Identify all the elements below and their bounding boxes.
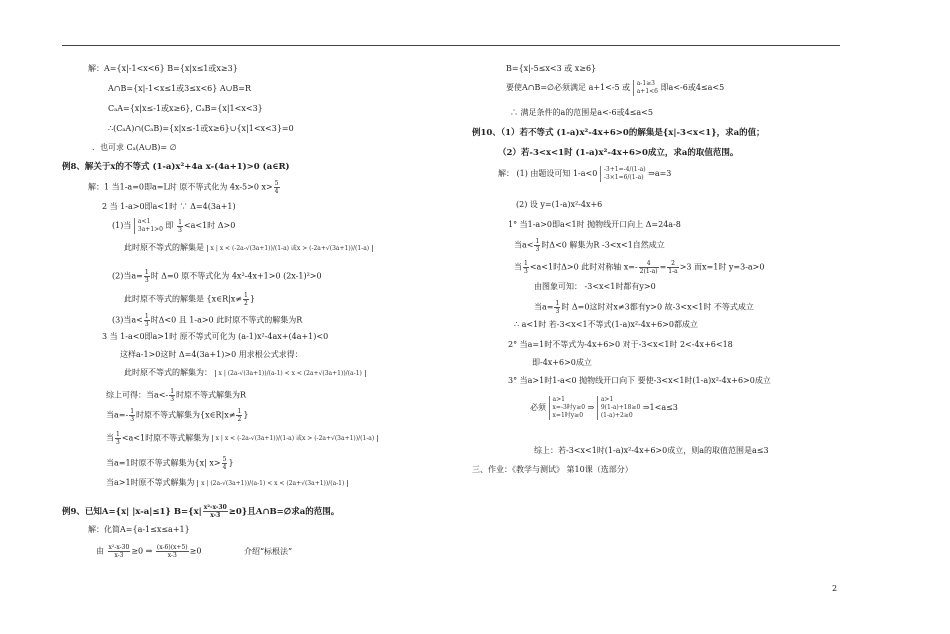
text-line [88,180,281,195]
numerator: 4 [639,260,659,268]
text-line: ∴ 满足条件的a的范围是a<-6或4≤a<5 [510,108,653,117]
condition-system [633,80,658,96]
text-line [112,218,235,234]
text-line [106,478,348,488]
text-span: 此时原不等式的解集是 [124,243,204,252]
text-span: ⇒1<a≤3 [642,403,678,412]
numerator: 1 [237,408,242,415]
text-line: CₐA={x|x≤-1或x≥6}, CₐB={x|1<x<3} [108,104,263,113]
condition: 9(1-a)+18≥0 [600,404,641,411]
fraction [222,456,228,471]
text-span: ⇒ [587,403,595,412]
text-span: (3)当a< [112,315,143,325]
condition: -3+1=-4/(1-a) [603,166,646,173]
text-line [514,238,665,253]
text-span: 时Δ<0 且 1-a>0 此时原不等式的解集为R [150,315,303,325]
text-line: ．也可求 Cₐ(A∪B)= ∅ [92,143,177,152]
fraction [243,292,249,307]
text-span: 即a<-6或4≤a<5 [660,83,725,92]
numerator: 1 [116,431,120,438]
text-span: 综上可得：当a<- [106,390,169,400]
condition-system [134,218,163,234]
example-10-title: 例10、（1）若不等式 (1-a)x²-4x+6>0的解集是{x|-3<x<1}，求a的值； [472,128,765,138]
text-line [106,431,378,446]
condition: a-1≥3 [636,80,656,87]
numerator: 1 [535,238,540,245]
text-line: ∴ a<1时 若-3<x<1不等式(1-a)x²-4x+6>0都成立 [514,320,698,329]
text-span: 时原不等式解集为R [176,390,247,400]
text-line [124,292,255,307]
text-span: <a<1时Δ>0 此时对称轴 x=- [529,262,638,272]
condition: x=1时y≥0 [552,412,584,419]
text-line: 1° 当1-a>0即a<1时 抛物线开口向上 Δ=24a-8 [508,220,681,229]
numerator: x²-x-30 [108,544,130,551]
solution-set-box: x | (2a-√(3a+1))/(a-1) < x < (2a+√(3a+1))/(a-1) [215,370,366,377]
text-span: 解：1 当1-a=0即a=L时 原不等式化为 4x-5>0 x> [88,182,273,192]
text-line [106,388,246,403]
text-span: ≥0 [189,546,202,556]
numerator: x²-x-30 [203,504,227,511]
text-line [124,243,373,253]
text-line: 2° 当a=1时不等式为-4x+6>0 对于-3<x<1时 2<-4x+6<18 [508,340,733,349]
text-span: 当a=- [106,410,129,420]
text-span: ≥0}且A∩B=∅求a的范围。 [228,507,340,517]
text-span: 当a< [514,240,534,250]
example-10-part2: （2）若-3<x<1时 (1-a)x²-4x+6>0成立，求a的取值范围。 [498,148,739,158]
text-line: 解：A={x|-1<x<6} B={x|x≤1或x≥3} [88,64,238,73]
page-number: 2 [832,584,838,593]
solution-set-box: x | x < (-2a-√(3a+1))/(1-a) 或x > (-2a+√(3a+1))/(1-a) [207,245,374,252]
text-line: 2 当 1-a>0即a<1时 ∵ Δ=4(3a+1) [102,202,236,211]
text-span: (1)当 [112,221,132,230]
text-line [498,166,671,182]
text-span: <a<1时 Δ>0 [183,221,236,230]
numerator: 1 [144,313,149,320]
fraction [144,269,150,284]
text-line: B={x|-5≤x<3 或 x≥6} [506,64,597,73]
fraction [236,408,242,423]
text-line: 3° 当a>1时1-a<0 抛物线开口向下 要使-3<x<1时(1-a)x²-4x+6>0成立 [508,376,771,385]
fraction [534,238,540,253]
text-span: (2)当a= [112,271,143,281]
fraction [108,544,131,559]
text-span: 时 Δ=0这时对x≠3都有y>0 故-3<x<1时 不等式成立 [561,302,754,312]
text-span: 时Δ<0 解集为R -3<x<1自然成立 [541,240,665,250]
numerator: 1 [144,269,149,276]
numerator: 1 [244,292,248,299]
denominator: 3 [524,268,528,275]
condition: -3×1=6/(1-a) [603,174,644,181]
example-8-title: 例8、解关于x的不等式 (1-a)x²+4a x-(4a+1)>0 (a∈R) [62,162,290,172]
denominator: x-3 [210,512,221,519]
fraction [523,260,529,275]
text-line [106,456,234,471]
denominator: 3 [116,439,120,446]
numerator: 1 [130,408,135,415]
text-span: 解： (1) 由题设可知 1-a<0 [498,169,598,178]
text-span: 时 Δ=0 原不等式化为 4x²-4x+1>0 (2x-1)²>0 [150,271,322,281]
text-span: ⇒a=3 [648,169,672,178]
denominator: x-3 [167,552,177,559]
text-line: 由图象可知： -3<x<1时都有y>0 [534,282,656,291]
text-line: 3 当 1-a<0即a>1时 原不等式可化为 (a-1)x²-4ax+(4a+1)<0 [102,332,329,341]
denominator: 3 [170,396,175,403]
denominator: 3 [555,308,560,315]
text-line: (2) 设 y=(1-a)x²-4x+6 [516,200,603,209]
method-note: 介绍“标根法” [243,546,293,556]
text-span: 即 [165,221,174,230]
fraction [667,260,678,275]
fraction [129,408,135,423]
numerator: 1 [524,260,528,267]
header-rule [62,45,840,46]
denominator: 3 [130,416,135,423]
numerator: 1 [170,388,175,395]
text-line [124,368,366,378]
solution-set-box: x | (2a-√(3a+1))/(a-1) < x < (2a+√(3a+1))/(a-1) [197,480,348,487]
denominator: 3 [535,246,540,253]
denominator: 4 [274,188,279,195]
text-line [530,396,678,420]
condition: (1-a)+2≥0 [600,412,633,419]
homework-line: 三、作业：《教学与测试》 第10课（选部分） [472,465,633,474]
condition-system [549,396,586,420]
text-span: 要使A∩B=∅必须满足 a+1<-5 或 [506,83,631,92]
fraction [203,504,228,519]
text-line: 这样a-1>0这时 Δ=4(3a+1)>0 用求根公式求得： [120,350,303,359]
condition-system [600,166,646,182]
text-line: 综上：若-3<x<1时(1-a)x²-4x+6>0成立，则a的取值范围是a≤3 [534,446,769,455]
text-span: 此时原不等式的解集为： [124,368,212,377]
fraction [156,544,189,559]
numerator: 5 [274,180,279,187]
text-span: >3 而x=1时 y=3-a>0 [679,262,765,272]
denominator: 4 [222,464,227,471]
text-span: 例9、已知A={x| |x-a|≤1} B={x| [62,507,202,517]
fraction [177,219,183,234]
fraction [554,300,560,315]
denominator: x-3 [114,552,124,559]
text-line [106,408,248,423]
condition: a>1 [552,396,565,403]
denominator: 3 [144,321,149,328]
numerator: 5 [222,456,227,463]
fraction [639,260,659,275]
numerator: 1 [555,300,560,307]
condition: 3a+1>0 [137,226,163,233]
text-span: } [249,294,255,304]
text-line [514,260,764,275]
text-line: ∴(CₐA)∩(CₐB)={x|x≤-1或x≥6}∪{x|1<x<3}=0 [108,124,294,133]
text-line [112,313,302,328]
condition: a+1<6 [636,88,659,95]
denominator: 3 [178,226,182,234]
text-span: 由 [96,546,104,556]
denominator: 2 [237,416,242,423]
text-span: = [659,262,667,272]
text-line [112,269,322,284]
text-line [96,544,292,559]
fraction [169,388,175,403]
text-line: A∩B={x|-1<x≤1或3≤x<6} A∪B=R [108,84,251,93]
denominator: 2(1-a) [639,268,658,275]
text-span: 必须 [530,403,546,412]
numerator: 1 [178,218,182,226]
fraction [274,180,280,195]
text-span: <a<1时原不等式解集为 [121,433,210,443]
fraction [144,313,150,328]
text-span: 当 [106,433,114,443]
condition: a<1 [137,218,151,225]
condition: a>1 [600,396,614,403]
text-span: ≥0 ⇒ [131,546,153,556]
text-span: 时原不等式解集为{x∈R|x≠ [136,410,236,420]
text-line: 解：化简A={a-1≤x≤a+1} [88,525,190,534]
condition: x=-3时y≥0 [552,404,586,411]
text-line [534,300,754,315]
text-span: 当a>1时原不等式解集为 [106,478,195,487]
condition-system [597,396,640,420]
denominator: 3 [144,277,149,284]
example-9-title [62,504,339,519]
denominator: 1-a [668,268,678,275]
numerator: (x-6)(x+5) [156,544,188,551]
text-span: 当a=1时原不等式解集为{x| x> [106,458,221,468]
numerator: 2 [667,260,678,268]
text-span: 此时原不等式的解集是 {x∈R|x≠ [124,294,242,304]
text-span: 当 [514,262,522,272]
text-span: } [243,410,249,420]
denominator: 2 [244,300,248,307]
text-span: 当a= [534,302,554,312]
fraction [115,431,121,446]
text-line: 即-4x+6>0成立 [532,358,592,367]
solution-set-box: x | x < (-2a-√(3a+1))/(1-a) 或x > (-2a+√(3a+1))/(1-a) [212,435,379,442]
text-span: } [228,458,234,468]
text-line [506,80,724,96]
